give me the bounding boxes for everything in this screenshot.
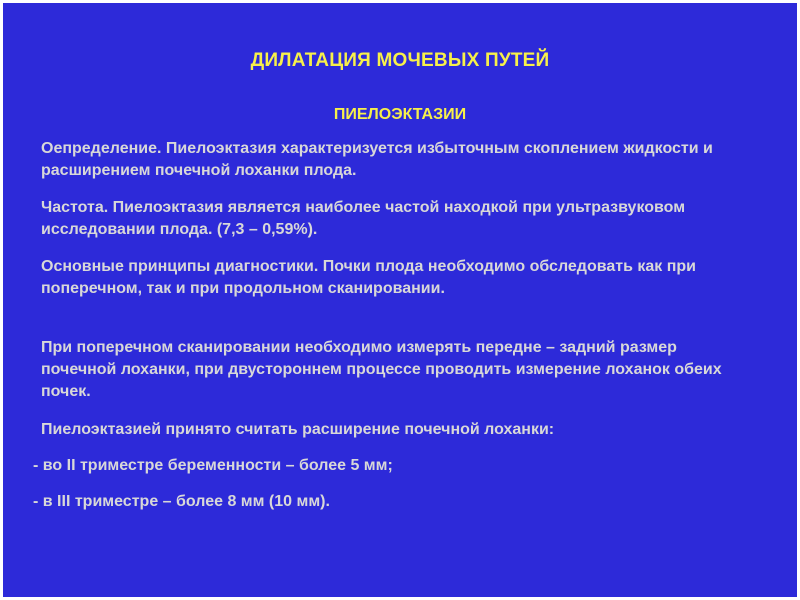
- paragraph-transverse-scan: При поперечном сканировании необходимо измерять передне – задний размер почечной лоханки, при двустороннем процессе проводить измерение лоханок обеих почек.: [41, 339, 722, 400]
- paragraph-criteria: Пиелоэктазией принято считать расширение почечной лоханки:: [41, 421, 555, 438]
- bullet-third-trimester: - в III триместре – более 8 мм (10 мм).: [33, 493, 330, 510]
- slide: [3, 3, 797, 597]
- paragraph-definition: Оепределение. Пиелоэктазия характеризуется избыточным скоплением жидкости и расширением почечной лоханки плода.: [41, 140, 713, 179]
- slide-subtitle: ПИЕЛОЭКТАЗИИ: [333, 106, 467, 123]
- paragraph-diagnostics: Основные принципы диагностики. Почки плода необходимо обследовать как при поперечном, так и при продольном сканировании.: [41, 258, 697, 297]
- bullet-second-trimester: - во II триместре беременности – более 5 мм;: [33, 457, 393, 474]
- slide-title: ДИЛАТАЦИЯ МОЧЕВЫХ ПУТЕЙ: [250, 50, 550, 71]
- paragraph-frequency: Частота. Пиелоэктазия является наиболее частой находкой при ультразвуковом исследовании плода. (7,3 – 0,59%).: [41, 199, 686, 238]
